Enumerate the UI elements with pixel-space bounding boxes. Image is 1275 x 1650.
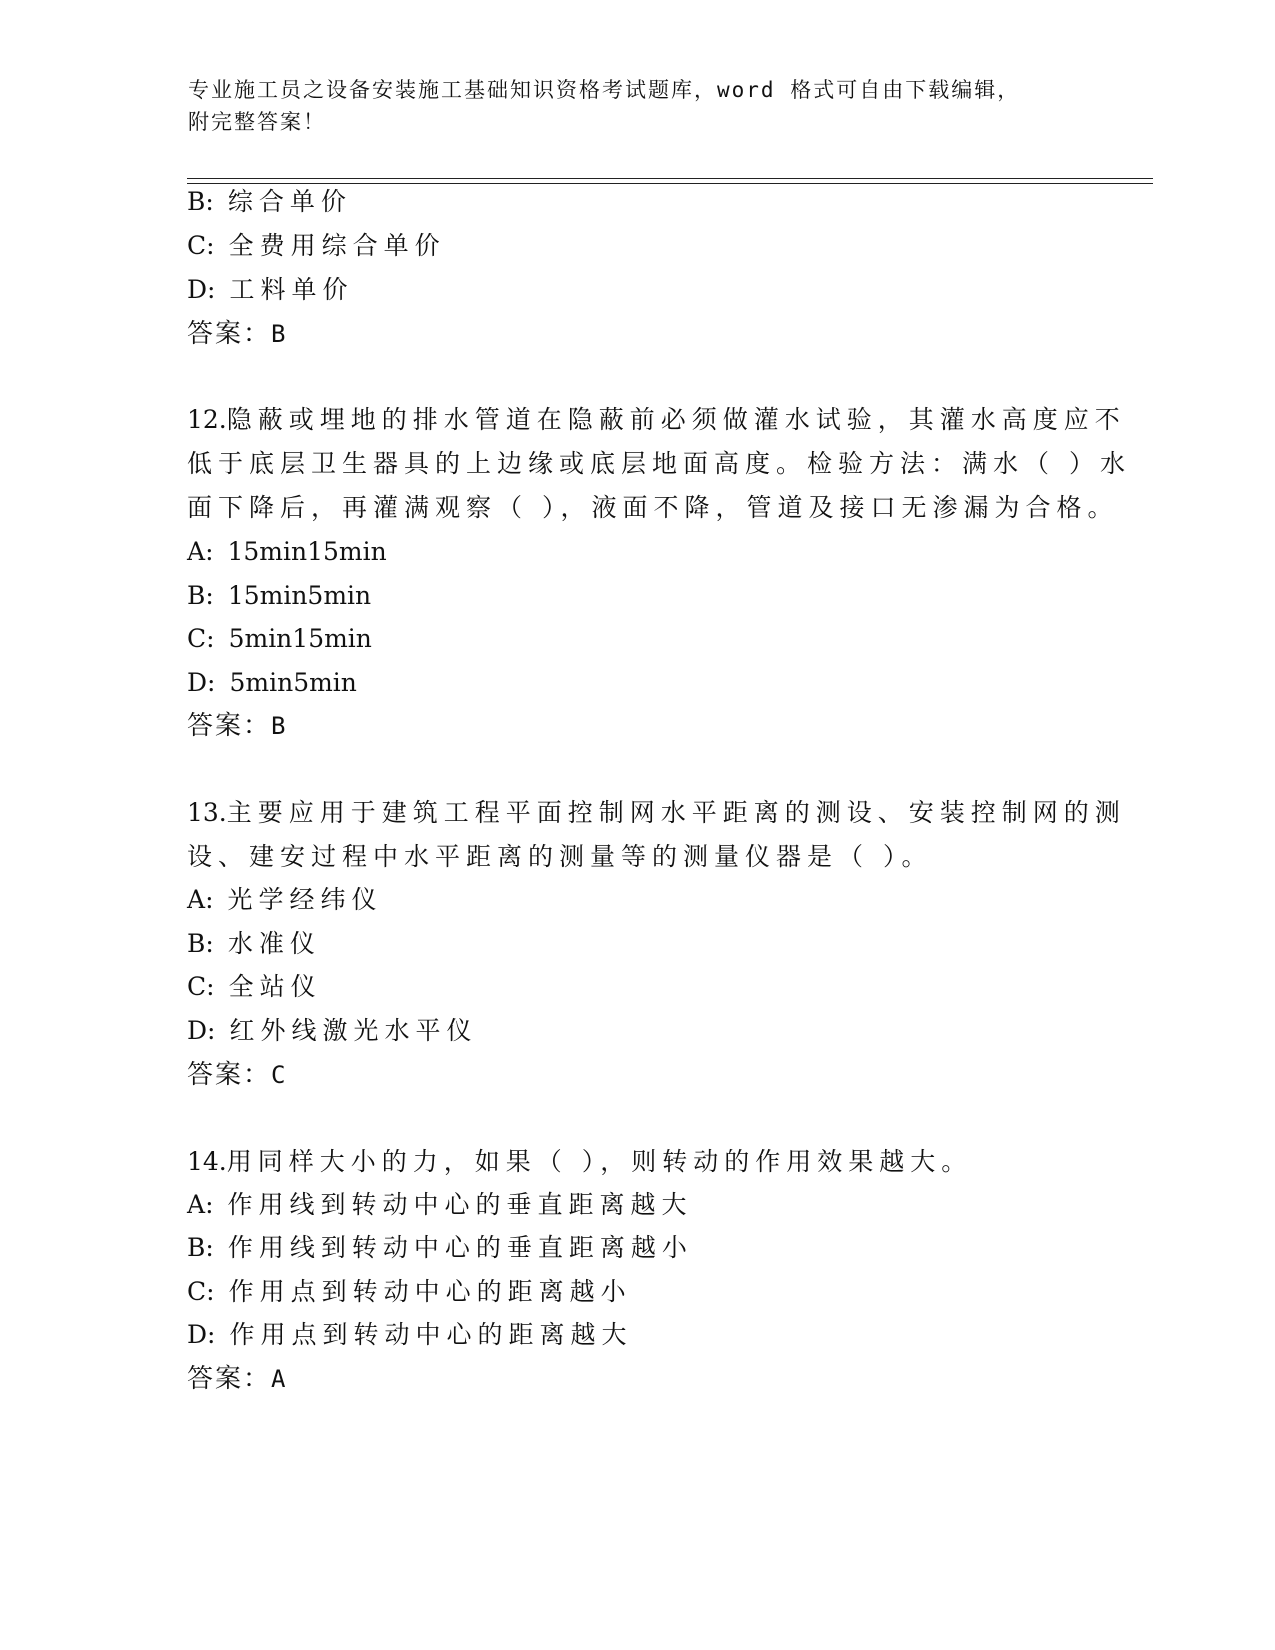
option-text: 红外线激光水平仪 (229, 1016, 478, 1045)
question-13-option-c: C: 全站仪 (187, 972, 322, 1001)
question-13-option-b: B: 水准仪 (187, 929, 321, 958)
answer-label: 答案： (187, 1060, 272, 1090)
question-14-option-c: C: 作用点到转动中心的距离越小 (187, 1277, 632, 1306)
option-c-continued: C: 全费用综合单价 (187, 231, 446, 260)
question-14-line-1 (187, 1145, 972, 1179)
option-letter: C (187, 624, 207, 653)
option-letter: D (187, 668, 208, 697)
question-14-option-b: B: 作用线到转动中心的垂直距离越小 (187, 1233, 693, 1262)
option-text: 全费用综合单价 (228, 231, 446, 260)
header-title-line-2: 附完整答案！ (188, 110, 326, 134)
question-number: 13. (187, 798, 227, 827)
question-12-line-3: 面下降后，再灌满观察（ ），液面不降，管道及接口无渗漏为合格。 (187, 493, 1119, 522)
option-text: 作用线到转动中心的垂直距离越大 (227, 1190, 693, 1219)
question-text: 主要应用于建筑工程平面控制网水平距离的测设、安装控制网的测 (226, 798, 1126, 827)
header-divider-top (187, 178, 1153, 179)
question-13-line-1 (187, 796, 1126, 830)
option-letter: B (187, 581, 206, 610)
option-letter: D (187, 1016, 208, 1045)
answer-value: B (271, 320, 288, 348)
document-header (188, 74, 1088, 138)
option-letter: A (187, 885, 206, 914)
question-14-option-a: A: 作用线到转动中心的垂直距离越大 (187, 1190, 693, 1219)
option-text: 水准仪 (227, 929, 321, 958)
option-letter: A (187, 537, 206, 566)
option-letter: D (187, 275, 208, 304)
option-letter: B (187, 1233, 206, 1262)
question-13-answer (187, 1058, 287, 1092)
option-text: 15min5min (227, 581, 372, 610)
answer-value: A (271, 1365, 288, 1393)
option-b-continued: B: 综合单价 (187, 187, 352, 216)
question-12-option-b: B: 15min5min (187, 581, 372, 610)
question-14-option-d: D: 作用点到转动中心的距离越大 (187, 1320, 633, 1349)
question-text: 用同样大小的力，如果（ ），则转动的作用效果越大。 (226, 1147, 973, 1176)
option-d-continued: D: 工料单价 (187, 275, 354, 304)
question-text: 隐蔽或埋地的排水管道在隐蔽前必须做灌水试验，其灌水高度应不 (226, 405, 1126, 434)
option-letter: C (187, 1277, 207, 1306)
option-text: 作用点到转动中心的距离越大 (229, 1320, 633, 1349)
option-text: 全站仪 (228, 972, 322, 1001)
question-12-option-a: A: 15min15min (187, 537, 387, 566)
question-12-option-d: D: 5min5min (187, 668, 357, 697)
question-13-option-d: D: 红外线激光水平仪 (187, 1016, 478, 1045)
option-text: 工料单价 (229, 275, 354, 304)
option-text: 15min15min (227, 537, 387, 566)
question-12-answer (187, 709, 287, 743)
answer-value: B (271, 712, 288, 740)
answer-continued (187, 317, 287, 351)
question-12-option-c: C: 5min15min (187, 624, 372, 653)
header-title-line-1: 专业施工员之设备安装施工基础知识资格考试题库，word 格式可自由下载编辑， (188, 78, 1021, 102)
option-letter: C (187, 231, 207, 260)
option-letter: B (187, 187, 206, 216)
option-text: 光学经纬仪 (227, 885, 383, 914)
answer-label: 答案： (187, 711, 272, 741)
answer-label: 答案： (187, 1364, 272, 1394)
option-text: 作用线到转动中心的垂直距离越小 (227, 1233, 693, 1262)
header-divider-bottom (187, 183, 1153, 184)
question-number: 12. (187, 405, 227, 434)
option-letter: C (187, 972, 207, 1001)
answer-label: 答案： (187, 319, 272, 349)
option-letter: B (187, 929, 206, 958)
question-number: 14. (187, 1147, 227, 1176)
option-text: 综合单价 (227, 187, 352, 216)
option-text: 5min5min (229, 668, 357, 697)
answer-value: C (271, 1061, 288, 1089)
option-letter: D (187, 1320, 208, 1349)
option-text: 作用点到转动中心的距离越小 (228, 1277, 632, 1306)
question-14-answer (187, 1362, 287, 1396)
question-13-line-2: 设、建安过程中水平距离的测量等的测量仪器是（ ）。 (187, 842, 933, 871)
question-12-line-2: 低于底层卫生器具的上边缘或底层地面高度。检验方法：满水（ ）水 (187, 449, 1131, 478)
option-letter: A (187, 1190, 206, 1219)
question-13-option-a: A: 光学经纬仪 (187, 885, 383, 914)
option-text: 5min15min (228, 624, 372, 653)
question-12-line-1 (187, 403, 1126, 437)
